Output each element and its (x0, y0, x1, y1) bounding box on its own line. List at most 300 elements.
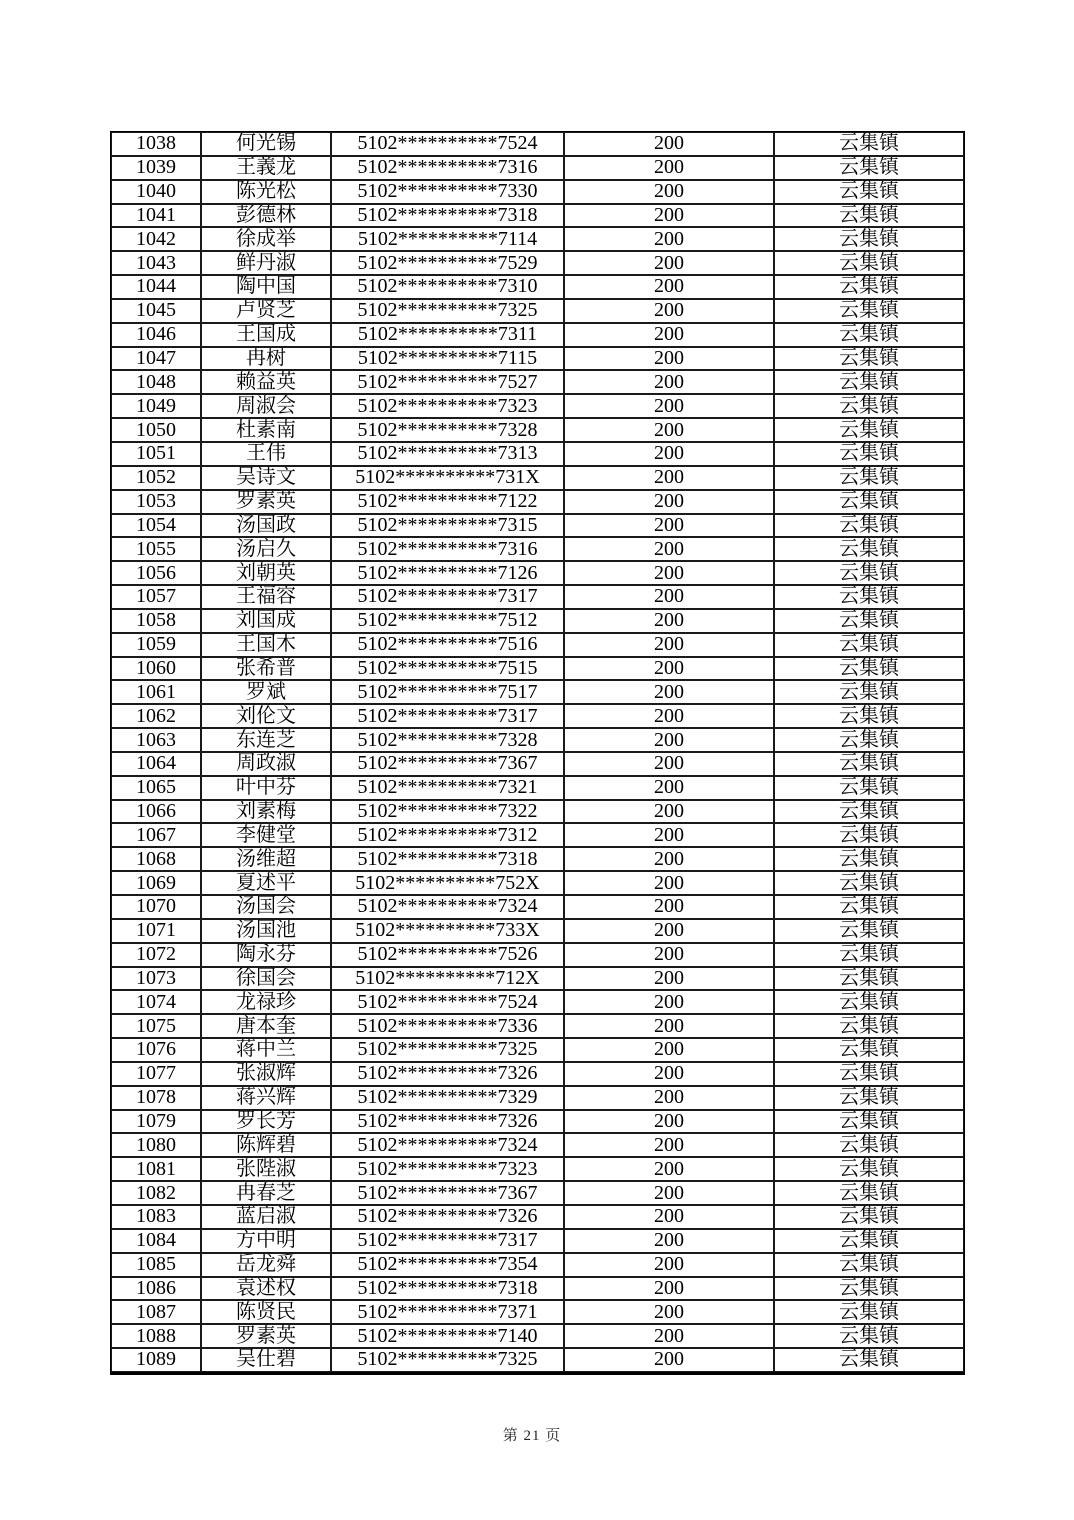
cell-town: 云集镇 (774, 1133, 964, 1157)
cell-name: 何光锡 (201, 132, 331, 156)
cell-town: 云集镇 (774, 180, 964, 204)
cell-index: 1044 (111, 275, 201, 299)
cell-index: 1065 (111, 776, 201, 800)
cell-index: 1073 (111, 967, 201, 991)
cell-amount: 200 (564, 370, 774, 394)
cell-name: 唐本奎 (201, 1014, 331, 1038)
cell-amount: 200 (564, 1348, 774, 1372)
page-number: 第 21 页 (502, 1428, 562, 1444)
cell-amount: 200 (564, 227, 774, 251)
cell-town: 云集镇 (774, 537, 964, 561)
cell-id-number: 5102**********7310 (331, 275, 564, 299)
cell-name: 周政淑 (201, 752, 331, 776)
cell-id-number: 5102**********7515 (331, 657, 564, 681)
cell-town: 云集镇 (774, 609, 964, 633)
table-row (111, 132, 964, 156)
cell-index: 1076 (111, 1038, 201, 1062)
cell-id-number: 5102**********7324 (331, 895, 564, 919)
table-row (111, 1062, 964, 1086)
cell-id-number: 5102**********7524 (331, 990, 564, 1014)
cell-name: 李健堂 (201, 823, 331, 847)
cell-name: 冉树 (201, 347, 331, 371)
cell-amount: 200 (564, 466, 774, 490)
roster-table-body (111, 132, 964, 1372)
cell-name: 徐成举 (201, 227, 331, 251)
table-row (111, 776, 964, 800)
cell-id-number: 5102**********7326 (331, 1110, 564, 1134)
table-row (111, 394, 964, 418)
table-row (111, 967, 964, 991)
cell-amount: 200 (564, 1181, 774, 1205)
table-row (111, 204, 964, 228)
cell-id-number: 5102**********733X (331, 919, 564, 943)
cell-amount: 200 (564, 1110, 774, 1134)
cell-amount: 200 (564, 871, 774, 895)
cell-name: 蒋中兰 (201, 1038, 331, 1062)
cell-amount: 200 (564, 1300, 774, 1324)
cell-town: 云集镇 (774, 156, 964, 180)
cell-amount: 200 (564, 657, 774, 681)
cell-index: 1051 (111, 442, 201, 466)
cell-id-number: 5102**********7316 (331, 156, 564, 180)
table-row (111, 847, 964, 871)
table-row (111, 466, 964, 490)
cell-name: 汤国池 (201, 919, 331, 943)
table-row (111, 1324, 964, 1348)
cell-index: 1084 (111, 1229, 201, 1253)
cell-index: 1038 (111, 132, 201, 156)
cell-town: 云集镇 (774, 919, 964, 943)
cell-amount: 200 (564, 347, 774, 371)
cell-id-number: 5102**********7317 (331, 585, 564, 609)
cell-town: 云集镇 (774, 1062, 964, 1086)
table-row (111, 943, 964, 967)
cell-amount: 200 (564, 704, 774, 728)
cell-id-number: 5102**********7328 (331, 728, 564, 752)
table-row (111, 299, 964, 323)
cell-amount: 200 (564, 776, 774, 800)
cell-index: 1047 (111, 347, 201, 371)
table-row (111, 323, 964, 347)
cell-name: 吴仕碧 (201, 1348, 331, 1372)
cell-name: 刘朝英 (201, 561, 331, 585)
cell-index: 1066 (111, 800, 201, 824)
cell-name: 陶永芬 (201, 943, 331, 967)
cell-town: 云集镇 (774, 299, 964, 323)
cell-id-number: 5102**********7527 (331, 370, 564, 394)
cell-town: 云集镇 (774, 347, 964, 371)
cell-amount: 200 (564, 251, 774, 275)
cell-name: 王国成 (201, 323, 331, 347)
cell-name: 杜素南 (201, 418, 331, 442)
cell-id-number: 5102**********7126 (331, 561, 564, 585)
cell-amount: 200 (564, 1062, 774, 1086)
table-row (111, 609, 964, 633)
cell-id-number: 5102**********7336 (331, 1014, 564, 1038)
table-row (111, 490, 964, 514)
cell-name: 汤启久 (201, 537, 331, 561)
table-row (111, 680, 964, 704)
table-row (111, 1277, 964, 1301)
cell-town: 云集镇 (774, 1348, 964, 1372)
cell-town: 云集镇 (774, 1324, 964, 1348)
cell-index: 1082 (111, 1181, 201, 1205)
cell-amount: 200 (564, 323, 774, 347)
cell-town: 云集镇 (774, 1300, 964, 1324)
cell-town: 云集镇 (774, 1277, 964, 1301)
cell-index: 1061 (111, 680, 201, 704)
table-row (111, 633, 964, 657)
cell-amount: 200 (564, 275, 774, 299)
cell-index: 1052 (111, 466, 201, 490)
table-row (111, 1014, 964, 1038)
cell-index: 1049 (111, 394, 201, 418)
table-row (111, 1038, 964, 1062)
cell-town: 云集镇 (774, 895, 964, 919)
cell-index: 1086 (111, 1277, 201, 1301)
cell-town: 云集镇 (774, 967, 964, 991)
cell-index: 1059 (111, 633, 201, 657)
cell-id-number: 5102**********7325 (331, 1038, 564, 1062)
cell-town: 云集镇 (774, 1110, 964, 1134)
table-row (111, 1133, 964, 1157)
cell-name: 蒋兴辉 (201, 1086, 331, 1110)
cell-index: 1089 (111, 1348, 201, 1372)
cell-index: 1083 (111, 1205, 201, 1229)
cell-index: 1072 (111, 943, 201, 967)
cell-index: 1068 (111, 847, 201, 871)
table-row (111, 871, 964, 895)
table-row (111, 275, 964, 299)
cell-index: 1057 (111, 585, 201, 609)
cell-name: 王福容 (201, 585, 331, 609)
cell-index: 1039 (111, 156, 201, 180)
cell-index: 1050 (111, 418, 201, 442)
cell-id-number: 5102**********7517 (331, 680, 564, 704)
cell-name: 岳龙舜 (201, 1253, 331, 1277)
table-row (111, 514, 964, 538)
cell-id-number: 5102**********7140 (331, 1324, 564, 1348)
cell-index: 1087 (111, 1300, 201, 1324)
cell-name: 汤国会 (201, 895, 331, 919)
table-row (111, 1157, 964, 1181)
cell-town: 云集镇 (774, 752, 964, 776)
cell-name: 汤维超 (201, 847, 331, 871)
cell-id-number: 5102**********7512 (331, 609, 564, 633)
cell-index: 1075 (111, 1014, 201, 1038)
cell-index: 1048 (111, 370, 201, 394)
cell-id-number: 5102**********752X (331, 871, 564, 895)
cell-town: 云集镇 (774, 561, 964, 585)
cell-town: 云集镇 (774, 514, 964, 538)
table-row (111, 561, 964, 585)
cell-index: 1067 (111, 823, 201, 847)
cell-town: 云集镇 (774, 1086, 964, 1110)
cell-town: 云集镇 (774, 800, 964, 824)
cell-amount: 200 (564, 800, 774, 824)
cell-name: 夏述平 (201, 871, 331, 895)
cell-town: 云集镇 (774, 204, 964, 228)
cell-amount: 200 (564, 1229, 774, 1253)
cell-town: 云集镇 (774, 323, 964, 347)
cell-index: 1040 (111, 180, 201, 204)
cell-id-number: 5102**********7321 (331, 776, 564, 800)
cell-id-number: 5102**********7315 (331, 514, 564, 538)
cell-town: 云集镇 (774, 1014, 964, 1038)
cell-index: 1055 (111, 537, 201, 561)
cell-index: 1046 (111, 323, 201, 347)
table-row (111, 800, 964, 824)
cell-index: 1041 (111, 204, 201, 228)
cell-town: 云集镇 (774, 633, 964, 657)
cell-id-number: 5102**********7115 (331, 347, 564, 371)
cell-town: 云集镇 (774, 1181, 964, 1205)
cell-id-number: 5102**********7322 (331, 800, 564, 824)
cell-town: 云集镇 (774, 1205, 964, 1229)
cell-name: 卢贤芝 (201, 299, 331, 323)
cell-town: 云集镇 (774, 704, 964, 728)
cell-id-number: 5102**********7318 (331, 1277, 564, 1301)
cell-index: 1088 (111, 1324, 201, 1348)
cell-amount: 200 (564, 490, 774, 514)
cell-name: 吴诗文 (201, 466, 331, 490)
cell-amount: 200 (564, 680, 774, 704)
cell-id-number: 5102**********7317 (331, 1229, 564, 1253)
cell-amount: 200 (564, 537, 774, 561)
cell-id-number: 5102**********7312 (331, 823, 564, 847)
cell-index: 1043 (111, 251, 201, 275)
cell-index: 1081 (111, 1157, 201, 1181)
cell-town: 云集镇 (774, 871, 964, 895)
table-row (111, 156, 964, 180)
cell-amount: 200 (564, 752, 774, 776)
cell-name: 陈辉碧 (201, 1133, 331, 1157)
cell-name: 袁述权 (201, 1277, 331, 1301)
cell-amount: 200 (564, 394, 774, 418)
cell-index: 1053 (111, 490, 201, 514)
table-row (111, 251, 964, 275)
cell-amount: 200 (564, 967, 774, 991)
table-row (111, 1348, 964, 1372)
table-row (111, 1229, 964, 1253)
cell-name: 张希普 (201, 657, 331, 681)
cell-id-number: 5102**********7114 (331, 227, 564, 251)
cell-index: 1077 (111, 1062, 201, 1086)
payment-roster-table (110, 131, 965, 1375)
table-row (111, 227, 964, 251)
cell-town: 云集镇 (774, 251, 964, 275)
cell-name: 方中明 (201, 1229, 331, 1253)
cell-amount: 200 (564, 1038, 774, 1062)
cell-name: 东连芝 (201, 728, 331, 752)
cell-town: 云集镇 (774, 227, 964, 251)
table-row (111, 1086, 964, 1110)
cell-name: 陈贤民 (201, 1300, 331, 1324)
cell-town: 云集镇 (774, 1157, 964, 1181)
cell-town: 云集镇 (774, 466, 964, 490)
cell-name: 罗素英 (201, 1324, 331, 1348)
cell-amount: 200 (564, 180, 774, 204)
cell-town: 云集镇 (774, 132, 964, 156)
cell-id-number: 5102**********7354 (331, 1253, 564, 1277)
cell-id-number: 5102**********7367 (331, 1181, 564, 1205)
cell-id-number: 5102**********712X (331, 967, 564, 991)
cell-town: 云集镇 (774, 943, 964, 967)
cell-amount: 200 (564, 132, 774, 156)
table-row (111, 418, 964, 442)
cell-amount: 200 (564, 1133, 774, 1157)
cell-town: 云集镇 (774, 990, 964, 1014)
cell-town: 云集镇 (774, 1253, 964, 1277)
cell-id-number: 5102**********7313 (331, 442, 564, 466)
cell-amount: 200 (564, 919, 774, 943)
cell-name: 王義龙 (201, 156, 331, 180)
cell-id-number: 5102**********7324 (331, 1133, 564, 1157)
cell-name: 汤国政 (201, 514, 331, 538)
cell-index: 1060 (111, 657, 201, 681)
cell-id-number: 5102**********7526 (331, 943, 564, 967)
cell-id-number: 5102**********7317 (331, 704, 564, 728)
table-row (111, 1300, 964, 1324)
cell-amount: 200 (564, 823, 774, 847)
cell-id-number: 5102**********7326 (331, 1062, 564, 1086)
cell-name: 王伟 (201, 442, 331, 466)
cell-amount: 200 (564, 847, 774, 871)
cell-name: 蓝启淑 (201, 1205, 331, 1229)
cell-name: 刘素梅 (201, 800, 331, 824)
cell-name: 罗长芳 (201, 1110, 331, 1134)
cell-amount: 200 (564, 943, 774, 967)
table-row (111, 990, 964, 1014)
table-row (111, 752, 964, 776)
cell-town: 云集镇 (774, 1229, 964, 1253)
cell-amount: 200 (564, 1086, 774, 1110)
cell-name: 龙禄珍 (201, 990, 331, 1014)
cell-id-number: 5102**********7323 (331, 394, 564, 418)
cell-name: 陶中国 (201, 275, 331, 299)
cell-town: 云集镇 (774, 847, 964, 871)
cell-index: 1079 (111, 1110, 201, 1134)
cell-town: 云集镇 (774, 728, 964, 752)
cell-index: 1080 (111, 1133, 201, 1157)
table-row (111, 895, 964, 919)
cell-amount: 200 (564, 1205, 774, 1229)
cell-id-number: 5102**********7122 (331, 490, 564, 514)
cell-id-number: 5102**********7524 (331, 132, 564, 156)
cell-name: 赖益英 (201, 370, 331, 394)
cell-name: 叶中芬 (201, 776, 331, 800)
cell-id-number: 5102**********7318 (331, 204, 564, 228)
table-row (111, 347, 964, 371)
table-row (111, 823, 964, 847)
table-row (111, 1205, 964, 1229)
cell-amount: 200 (564, 1324, 774, 1348)
cell-town: 云集镇 (774, 442, 964, 466)
cell-id-number: 5102**********7328 (331, 418, 564, 442)
cell-name: 陈光松 (201, 180, 331, 204)
cell-town: 云集镇 (774, 275, 964, 299)
cell-index: 1070 (111, 895, 201, 919)
cell-index: 1058 (111, 609, 201, 633)
cell-town: 云集镇 (774, 418, 964, 442)
cell-town: 云集镇 (774, 1038, 964, 1062)
table-row (111, 180, 964, 204)
table-row (111, 370, 964, 394)
cell-index: 1085 (111, 1253, 201, 1277)
cell-amount: 200 (564, 204, 774, 228)
cell-index: 1062 (111, 704, 201, 728)
table-row (111, 537, 964, 561)
cell-name: 徐国会 (201, 967, 331, 991)
cell-name: 张淑辉 (201, 1062, 331, 1086)
cell-amount: 200 (564, 299, 774, 323)
cell-town: 云集镇 (774, 585, 964, 609)
cell-amount: 200 (564, 514, 774, 538)
table-row (111, 704, 964, 728)
cell-town: 云集镇 (774, 776, 964, 800)
cell-index: 1056 (111, 561, 201, 585)
cell-name: 王国木 (201, 633, 331, 657)
table-row (111, 919, 964, 943)
cell-amount: 200 (564, 609, 774, 633)
cell-id-number: 5102**********7323 (331, 1157, 564, 1181)
cell-id-number: 5102**********7325 (331, 299, 564, 323)
cell-index: 1063 (111, 728, 201, 752)
cell-amount: 200 (564, 1253, 774, 1277)
cell-town: 云集镇 (774, 490, 964, 514)
cell-amount: 200 (564, 990, 774, 1014)
cell-amount: 200 (564, 156, 774, 180)
cell-index: 1042 (111, 227, 201, 251)
cell-amount: 200 (564, 418, 774, 442)
cell-id-number: 5102**********7330 (331, 180, 564, 204)
table-row (111, 585, 964, 609)
cell-id-number: 5102**********7318 (331, 847, 564, 871)
cell-town: 云集镇 (774, 680, 964, 704)
cell-amount: 200 (564, 585, 774, 609)
cell-town: 云集镇 (774, 394, 964, 418)
cell-id-number: 5102**********7326 (331, 1205, 564, 1229)
cell-name: 罗素英 (201, 490, 331, 514)
cell-id-number: 5102**********7529 (331, 251, 564, 275)
cell-name: 冉春芝 (201, 1181, 331, 1205)
table-row (111, 442, 964, 466)
table-row (111, 1110, 964, 1134)
cell-index: 1054 (111, 514, 201, 538)
cell-index: 1071 (111, 919, 201, 943)
cell-index: 1078 (111, 1086, 201, 1110)
table-row (111, 657, 964, 681)
cell-name: 鲜丹淑 (201, 251, 331, 275)
cell-index: 1069 (111, 871, 201, 895)
cell-id-number: 5102**********7316 (331, 537, 564, 561)
cell-id-number: 5102**********7516 (331, 633, 564, 657)
cell-amount: 200 (564, 1157, 774, 1181)
cell-id-number: 5102**********7371 (331, 1300, 564, 1324)
cell-town: 云集镇 (774, 657, 964, 681)
cell-index: 1064 (111, 752, 201, 776)
cell-id-number: 5102**********7367 (331, 752, 564, 776)
cell-town: 云集镇 (774, 823, 964, 847)
cell-id-number: 5102**********7311 (331, 323, 564, 347)
cell-name: 张陛淑 (201, 1157, 331, 1181)
cell-amount: 200 (564, 1014, 774, 1038)
table-row (111, 1181, 964, 1205)
cell-amount: 200 (564, 1277, 774, 1301)
cell-id-number: 5102**********7329 (331, 1086, 564, 1110)
cell-name: 彭德林 (201, 204, 331, 228)
cell-amount: 200 (564, 728, 774, 752)
